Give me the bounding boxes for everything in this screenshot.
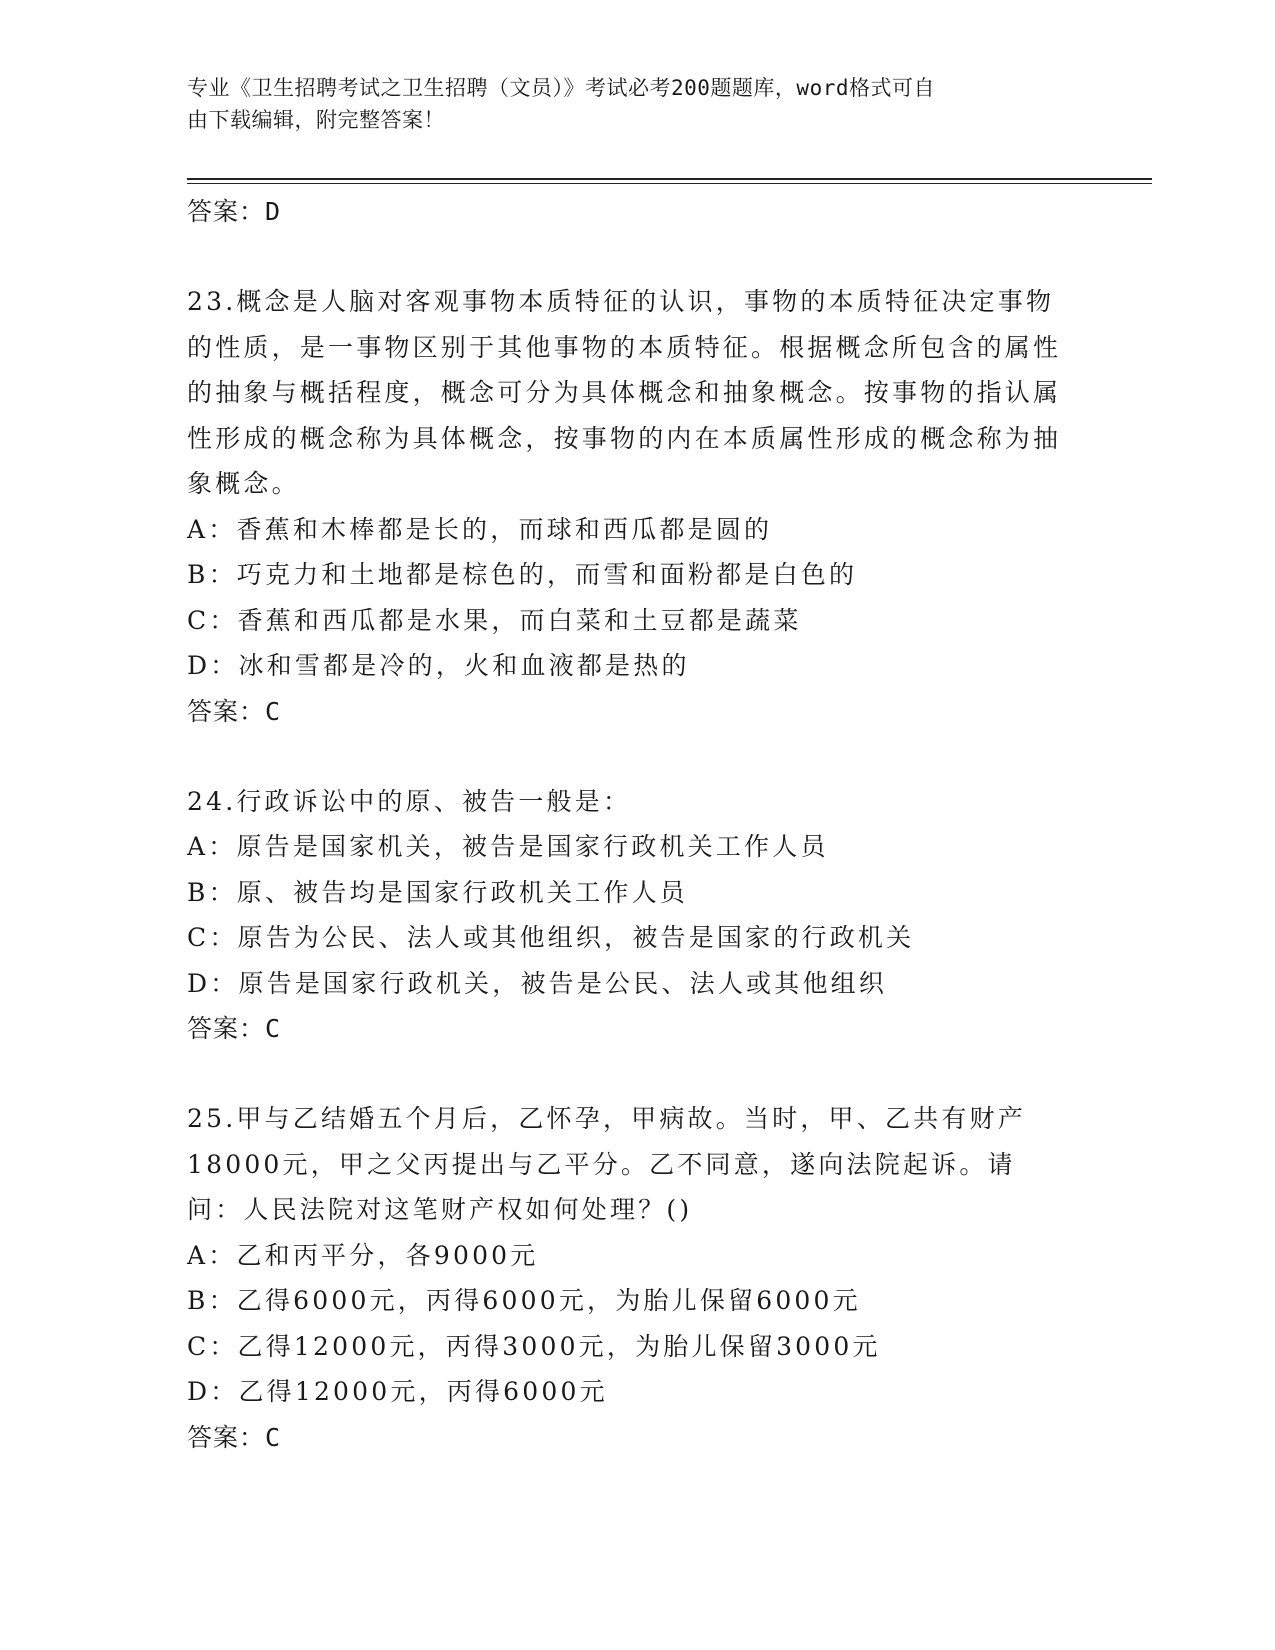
question-answer: 答案：C (187, 696, 282, 726)
header-line-2: 由下载编辑，附完整答案！ (187, 108, 445, 132)
option-d: D：乙得12000元，丙得6000元 (187, 1377, 608, 1406)
option-d: D：原告是国家行政机关，被告是公民、法人或其他组织 (187, 968, 888, 998)
question-stem: 25.甲与乙结婚五个月后，乙怀孕，甲病故。当时，甲、乙共有财产18000元，甲之父丙提出与乙平分。乙不同意，遂向法院起诉。请问：人民法院对这笔财产权如何处理？() (187, 1104, 1026, 1224)
option-c: C：乙得12000元，丙得3000元，为胎儿保留3000元 (187, 1331, 881, 1361)
document-header (187, 72, 1067, 136)
question-stem: 24.行政诉讼中的原、被告一般是： (187, 786, 632, 816)
option-b: B：原、被告均是国家行政机关工作人员 (187, 877, 688, 907)
option-c: C：香蕉和西瓜都是水果，而白菜和土豆都是蔬菜 (187, 605, 802, 635)
header-divider (187, 178, 1152, 180)
question-stem: 23.概念是人脑对客观事物本质特征的认识，事物的本质特征决定事物的性质，是一事物区别于其他事物的本质特征。根据概念所包含的属性的抽象与概括程度，概念可分为具体概念和抽象概念。按事物的指认属性形成的概念称为具体概念，按事物的内在本质属性形成的概念称为抽象概念。 (187, 287, 1062, 498)
option-c: C：原告为公民、法人或其他组织，被告是国家的行政机关 (187, 923, 915, 952)
header-divider-thin (187, 183, 1152, 184)
header-line-1: 专业《卫生招聘考试之卫生招聘（文员）》考试必考200题题库，word格式可自 (187, 76, 935, 100)
option-d: D：冰和雪都是冷的，火和血液都是热的 (187, 651, 690, 680)
spacer (187, 734, 1067, 779)
option-a: A：原告是国家机关，被告是国家行政机关工作人员 (187, 832, 829, 861)
question-answer: 答案：C (187, 1422, 282, 1452)
question-list (187, 189, 1067, 1460)
option-b: B：乙得6000元，丙得6000元，为胎儿保留6000元 (187, 1286, 861, 1315)
option-a: A：乙和丙平分，各9000元 (187, 1240, 539, 1270)
option-a: A：香蕉和木棒都是长的，而球和西瓜都是圆的 (187, 514, 773, 544)
spacer (187, 1051, 1067, 1096)
previous-answer: 答案：D (187, 197, 282, 226)
question-item (187, 279, 1067, 734)
option-b: B：巧克力和土地都是棕色的，而雪和面粉都是白色的 (187, 560, 858, 589)
question-item (187, 1096, 1067, 1460)
question-answer: 答案：C (187, 1014, 282, 1043)
question-item (187, 779, 1067, 1052)
spacer (187, 234, 1067, 279)
